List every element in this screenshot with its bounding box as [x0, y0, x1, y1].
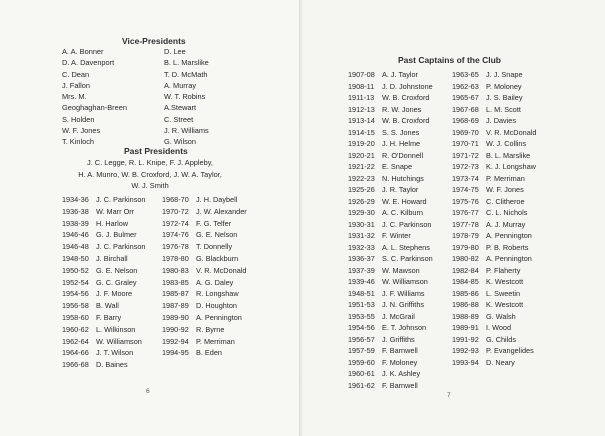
person-name: G. E. Nelson	[196, 230, 238, 240]
vice-president-name: T. Kinloch	[62, 137, 95, 147]
year-range: 1972-74	[162, 218, 189, 228]
year-range: 1959-60	[348, 357, 375, 367]
list-item	[62, 229, 145, 241]
year-range: 1952-54	[62, 277, 89, 287]
list-item	[452, 322, 536, 334]
year-range: 1972-73	[452, 162, 479, 171]
list-item	[162, 253, 247, 265]
person-name: D. Houghton	[196, 301, 237, 311]
list-item	[348, 368, 433, 380]
year-range: 1930-31	[348, 219, 375, 229]
page-number-right: 7	[447, 392, 451, 399]
list-item	[62, 288, 145, 300]
person-name: F. G. Telfer	[196, 218, 232, 228]
person-name: G. C. Graley	[96, 277, 137, 287]
year-range: 1979-80	[452, 242, 479, 252]
person-name: J. C. Parkinson	[382, 219, 432, 229]
list-item	[348, 357, 433, 369]
list-item	[348, 299, 433, 311]
person-name: L. Wilkinson	[96, 324, 136, 334]
vice-president-name: A. Murray	[164, 80, 197, 90]
person-name: W. Marr Orr	[96, 206, 135, 216]
list-item	[348, 92, 433, 104]
list-item	[348, 104, 433, 116]
person-name: B. Wall	[96, 301, 119, 311]
person-name: L. Sweetin	[486, 288, 521, 298]
person-name: T. Donnelly	[196, 242, 233, 252]
person-name: H. Harlow	[96, 218, 129, 228]
person-name: F. Winter	[382, 231, 411, 240]
person-name: E. Snape	[382, 162, 413, 171]
person-name: P. Moloney	[486, 81, 522, 91]
year-range: 1939-46	[348, 277, 375, 286]
list-item	[348, 230, 433, 242]
list-item	[162, 265, 247, 277]
person-name: P. Merriman	[486, 173, 525, 183]
list-item	[452, 81, 536, 93]
year-range: 1963-65	[452, 70, 479, 79]
year-range: 1932-33	[348, 242, 375, 252]
list-item	[452, 253, 536, 265]
person-name: V. R. McDonald	[196, 265, 247, 275]
year-range: 1990-92	[162, 324, 189, 334]
year-range: 1984-85	[452, 277, 479, 286]
list-item	[348, 81, 433, 93]
person-name: A. J. Murray	[486, 219, 526, 229]
list-item	[348, 242, 433, 254]
list-item	[452, 69, 536, 81]
year-range: 1919-20	[348, 139, 375, 148]
person-name: J. D. Johnstone	[382, 81, 433, 91]
year-range: 1960-61	[348, 369, 375, 378]
past-presidents-heading: Past Presidents	[124, 146, 188, 156]
person-name: J. K. Ashley	[382, 369, 421, 378]
year-range: 1985-86	[452, 288, 479, 298]
person-name: J. F. Williams	[382, 288, 425, 298]
list-item	[62, 218, 145, 230]
year-range: 1975-76	[452, 196, 479, 206]
year-range: 1920-21	[348, 150, 375, 160]
person-name: B. L. Marslike	[486, 150, 531, 160]
person-name: J. R. Taylor	[382, 185, 419, 194]
vice-president-name: D. A. Davenport	[62, 58, 115, 68]
vice-president-name: Geoghaghan-Breen	[62, 103, 127, 113]
year-range: 1907-08	[348, 70, 375, 79]
person-name: A. G. Daley	[196, 277, 234, 287]
list-item	[452, 265, 536, 277]
list-item	[452, 311, 536, 323]
year-range: 1912-13	[348, 104, 375, 114]
vice-president-name: J. Fallon	[62, 80, 90, 90]
year-range: 1983-85	[162, 277, 189, 287]
year-range: 1953-55	[348, 311, 375, 321]
list-item	[62, 300, 145, 312]
vice-president-name: D. Lee	[164, 47, 186, 56]
year-range: 1973-74	[452, 173, 479, 183]
person-name: J. W. Alexander	[196, 206, 247, 216]
person-name: W. B. Croxford	[382, 116, 430, 125]
list-item	[162, 324, 247, 336]
person-name: A. L. Stephens	[382, 242, 430, 252]
year-range: 1950-52	[62, 265, 89, 275]
list-item	[452, 230, 536, 242]
year-range: 1964-66	[62, 348, 89, 358]
list-item	[452, 92, 536, 104]
person-name: K. Westcott	[486, 277, 524, 286]
person-name: E. T. Johnson	[382, 323, 427, 332]
list-item	[62, 241, 145, 253]
person-name: J. C. Parkinson	[96, 242, 146, 252]
person-name: R. Byrne	[196, 324, 225, 334]
person-name: F. Barry	[96, 312, 122, 322]
year-range: 1954-56	[348, 323, 375, 332]
year-range: 1946-46	[62, 230, 89, 240]
list-item	[162, 206, 247, 218]
person-name: F. Moloney	[382, 357, 418, 367]
list-item	[452, 184, 536, 196]
person-name: J. Griffiths	[382, 334, 415, 344]
list-item	[348, 288, 433, 300]
person-name: A. Pennington	[196, 312, 242, 322]
year-range: 1921-22	[348, 162, 375, 171]
list-item	[348, 127, 433, 139]
year-range: 1951-53	[348, 300, 375, 309]
vice-presidents-column-1	[62, 46, 127, 148]
person-name: R. W. Jones	[382, 104, 422, 114]
person-name: V. R. McDonald	[486, 127, 537, 137]
list-item	[162, 277, 247, 289]
list-item	[452, 219, 536, 231]
person-name: G. Walsh	[486, 311, 516, 321]
vice-president-name: C. Dean	[62, 69, 90, 79]
year-range: 1985-87	[162, 289, 189, 299]
list-item	[162, 336, 247, 348]
person-name: G. E. Nelson	[96, 265, 138, 275]
person-name: W. Williamson	[382, 277, 428, 286]
person-name: N. Hutchings	[382, 173, 424, 183]
person-name: P. Flaherty	[486, 265, 521, 275]
early-presidents-line: W. J. Smith	[131, 181, 169, 190]
person-name: J. H. Daybell	[196, 195, 238, 204]
year-range: 1938-39	[62, 218, 89, 228]
page-number-left: 6	[146, 388, 150, 395]
year-range: 1914-15	[348, 127, 375, 137]
list-item	[62, 359, 145, 371]
person-name: P. Merriman	[196, 336, 235, 346]
year-range: 1989-90	[162, 312, 189, 322]
captains-column-2	[452, 69, 536, 368]
year-range: 1974-75	[452, 185, 479, 194]
person-name: R. O'Donnell	[382, 150, 424, 160]
vice-president-name: A.Stewart	[164, 103, 197, 113]
year-range: 1969-70	[452, 127, 479, 137]
list-item	[452, 173, 536, 185]
person-name: P. Evangelides	[486, 346, 534, 355]
list-item	[62, 277, 145, 289]
year-range: 1992-94	[162, 336, 189, 346]
list-item	[452, 345, 536, 357]
year-range: 1987-89	[162, 301, 189, 311]
person-name: B. Eden	[196, 348, 222, 358]
person-name: S. C. Parkinson	[382, 254, 433, 263]
person-name: D. Neary	[486, 357, 515, 367]
year-range: 1970-71	[452, 139, 479, 148]
person-name: R. Longshaw	[196, 289, 239, 299]
list-item	[452, 242, 536, 254]
person-name: F. Barnwell	[382, 380, 418, 390]
year-range: 1992-93	[452, 346, 479, 355]
list-item	[62, 253, 145, 265]
vice-president-name: W. T. Robins	[164, 92, 206, 102]
presidents-column-1	[62, 194, 145, 371]
vice-president-name: W. F. Jones	[62, 126, 101, 136]
list-item	[162, 347, 247, 359]
list-item	[348, 265, 433, 277]
list-item	[162, 312, 247, 324]
year-range: 1982-84	[452, 265, 479, 275]
person-name: J. Davies	[486, 116, 517, 125]
vice-president-name: T. D. McMath	[164, 69, 208, 79]
year-range: 1936-37	[348, 254, 375, 263]
list-item	[348, 322, 433, 334]
year-range: 1931-32	[348, 231, 375, 240]
list-item	[62, 336, 145, 348]
year-range: 1989-91	[452, 323, 479, 332]
year-range: 1966-68	[62, 360, 89, 370]
year-range: 1967-68	[452, 104, 479, 114]
person-name: G. J. Bulmer	[96, 230, 137, 240]
left-page	[0, 0, 300, 436]
list-item	[348, 173, 433, 185]
person-name: A. Pennington	[486, 231, 532, 240]
list-item	[452, 288, 536, 300]
vice-president-name: A. A. Bonner	[62, 47, 104, 56]
list-item	[348, 69, 433, 81]
list-item	[348, 161, 433, 173]
person-name: W. J. Collins	[486, 139, 527, 148]
list-item	[348, 253, 433, 265]
person-name: J. J. Snape	[486, 70, 523, 79]
list-item	[452, 334, 536, 346]
list-item	[348, 184, 433, 196]
year-range: 1937-39	[348, 265, 375, 275]
person-name: J. Birchall	[96, 253, 128, 263]
year-range: 1977-78	[452, 219, 479, 229]
year-range: 1976-78	[162, 242, 189, 252]
person-name: G. Childs	[486, 334, 517, 344]
list-item	[62, 265, 145, 277]
vice-president-name: J. R. Williams	[164, 126, 209, 136]
person-name: I. Wood	[486, 323, 512, 332]
year-range: 1948-51	[348, 288, 375, 298]
list-item	[452, 276, 536, 288]
person-name: J. T. Wilson	[96, 348, 134, 358]
person-name: J. N. Griffiths	[382, 300, 425, 309]
person-name: K. J. Longshaw	[486, 162, 536, 171]
captains-column-1	[348, 69, 433, 391]
year-range: 1956-57	[348, 334, 375, 344]
person-name: W. E. Howard	[382, 196, 427, 206]
list-item	[452, 138, 536, 150]
list-item	[162, 194, 247, 206]
year-range: 1978-79	[452, 231, 479, 240]
past-captains-heading: Past Captains of the Club	[398, 55, 501, 65]
person-name: J. C. Parkinson	[96, 195, 146, 204]
list-item	[348, 311, 433, 323]
person-name: J. H. Helme	[382, 139, 421, 148]
list-item	[452, 104, 536, 116]
year-range: 1934-36	[62, 195, 89, 204]
year-range: 1922-23	[348, 173, 375, 183]
year-range: 1968-69	[452, 116, 479, 125]
year-range: 1980-83	[162, 265, 189, 275]
year-range: 1946-48	[62, 242, 89, 252]
person-name: D. Baines	[96, 360, 128, 370]
person-name: G. Blackburn	[196, 253, 239, 263]
person-name: L. M. Scott	[486, 104, 521, 114]
year-range: 1970-72	[162, 206, 189, 216]
list-item	[348, 115, 433, 127]
early-presidents-line: J. C. Legge, R. L. Knipe, F. J. Appleby,	[87, 158, 213, 167]
vice-president-name: C. Street	[164, 114, 194, 124]
year-range: 1965-67	[452, 93, 479, 102]
person-name: A. Pennington	[486, 254, 532, 263]
vice-presidents-column-2	[164, 46, 209, 148]
year-range: 1929-30	[348, 208, 375, 217]
year-range: 1960-62	[62, 324, 89, 334]
person-name: K. Westcott	[486, 300, 524, 309]
list-item	[452, 357, 536, 369]
vice-presidents-heading: Vice-Presidents	[122, 36, 186, 46]
list-item	[162, 241, 247, 253]
person-name: C. L. Nichols	[486, 208, 528, 217]
vice-president-name: B. L. Marslike	[164, 58, 209, 68]
year-range: 1991-92	[452, 334, 479, 344]
person-name: J. S. Bailey	[486, 93, 523, 102]
list-item	[62, 347, 145, 359]
year-range: 1971-72	[452, 150, 479, 160]
list-item	[162, 288, 247, 300]
person-name: W. Mawson	[382, 265, 420, 275]
person-name: S. S. Jones	[382, 127, 420, 137]
list-item	[162, 218, 247, 230]
list-item	[348, 345, 433, 357]
list-item	[348, 207, 433, 219]
early-presidents-line: H. A. Munro, W. B. Croxford, J. W. A. Taylor,	[78, 169, 222, 179]
list-item	[348, 334, 433, 346]
year-range: 1911-13	[348, 93, 375, 102]
person-name: W. F. Jones	[486, 185, 524, 194]
person-name: J. F. Moore	[96, 289, 133, 299]
year-range: 1994-95	[162, 348, 189, 358]
year-range: 1957-59	[348, 346, 375, 355]
list-item	[348, 276, 433, 288]
year-range: 1958-60	[62, 312, 89, 322]
year-range: 1978-80	[162, 253, 189, 263]
list-item	[62, 206, 145, 218]
vice-president-name: Mrs. M.	[62, 92, 87, 102]
year-range: 1956-58	[62, 301, 89, 311]
vice-president-name: G. Wilson	[164, 137, 197, 147]
year-range: 1988-89	[452, 311, 479, 321]
person-name: W. B. Croxford	[382, 93, 430, 102]
list-item	[452, 207, 536, 219]
person-name: C. Clitheroe	[486, 196, 525, 206]
year-range: 1926-29	[348, 196, 375, 206]
person-name: F. Barnwell	[382, 346, 418, 355]
list-item	[452, 299, 536, 311]
year-range: 1948-50	[62, 253, 89, 263]
vice-president-name: S. Holden	[62, 114, 95, 124]
year-range: 1976-77	[452, 208, 479, 217]
list-item	[348, 196, 433, 208]
list-item	[452, 127, 536, 139]
year-range: 1980-82	[452, 254, 479, 263]
person-name: P. B. Roberts	[486, 242, 529, 252]
person-name: A. C. Kilburn	[382, 208, 423, 217]
presidents-column-2	[162, 194, 247, 359]
list-item	[62, 194, 145, 206]
list-item	[452, 161, 536, 173]
year-range: 1925-26	[348, 185, 375, 194]
year-range: 1962-64	[62, 336, 89, 346]
list-item	[62, 312, 145, 324]
year-range: 1986-88	[452, 300, 479, 309]
person-name: J. McGrail	[382, 311, 415, 321]
list-item	[452, 115, 536, 127]
list-item	[62, 324, 145, 336]
year-range: 1908-11	[348, 81, 375, 91]
early-presidents-block	[20, 157, 280, 192]
list-item	[452, 196, 536, 208]
list-item	[348, 380, 433, 392]
year-range: 1913-14	[348, 116, 375, 125]
list-item	[348, 138, 433, 150]
year-range: 1961-62	[348, 380, 375, 390]
year-range: 1936-38	[62, 206, 89, 216]
year-range: 1974-76	[162, 230, 189, 240]
person-name: W. Williamson	[96, 336, 142, 346]
list-item	[162, 229, 247, 241]
list-item	[348, 219, 433, 231]
year-range: 1962-63	[452, 81, 479, 91]
list-item	[162, 300, 247, 312]
list-item	[452, 150, 536, 162]
year-range: 1968-70	[162, 195, 189, 204]
list-item	[348, 150, 433, 162]
year-range: 1993-94	[452, 357, 479, 367]
year-range: 1954-56	[62, 289, 89, 299]
person-name: A. J. Taylor	[382, 70, 418, 79]
